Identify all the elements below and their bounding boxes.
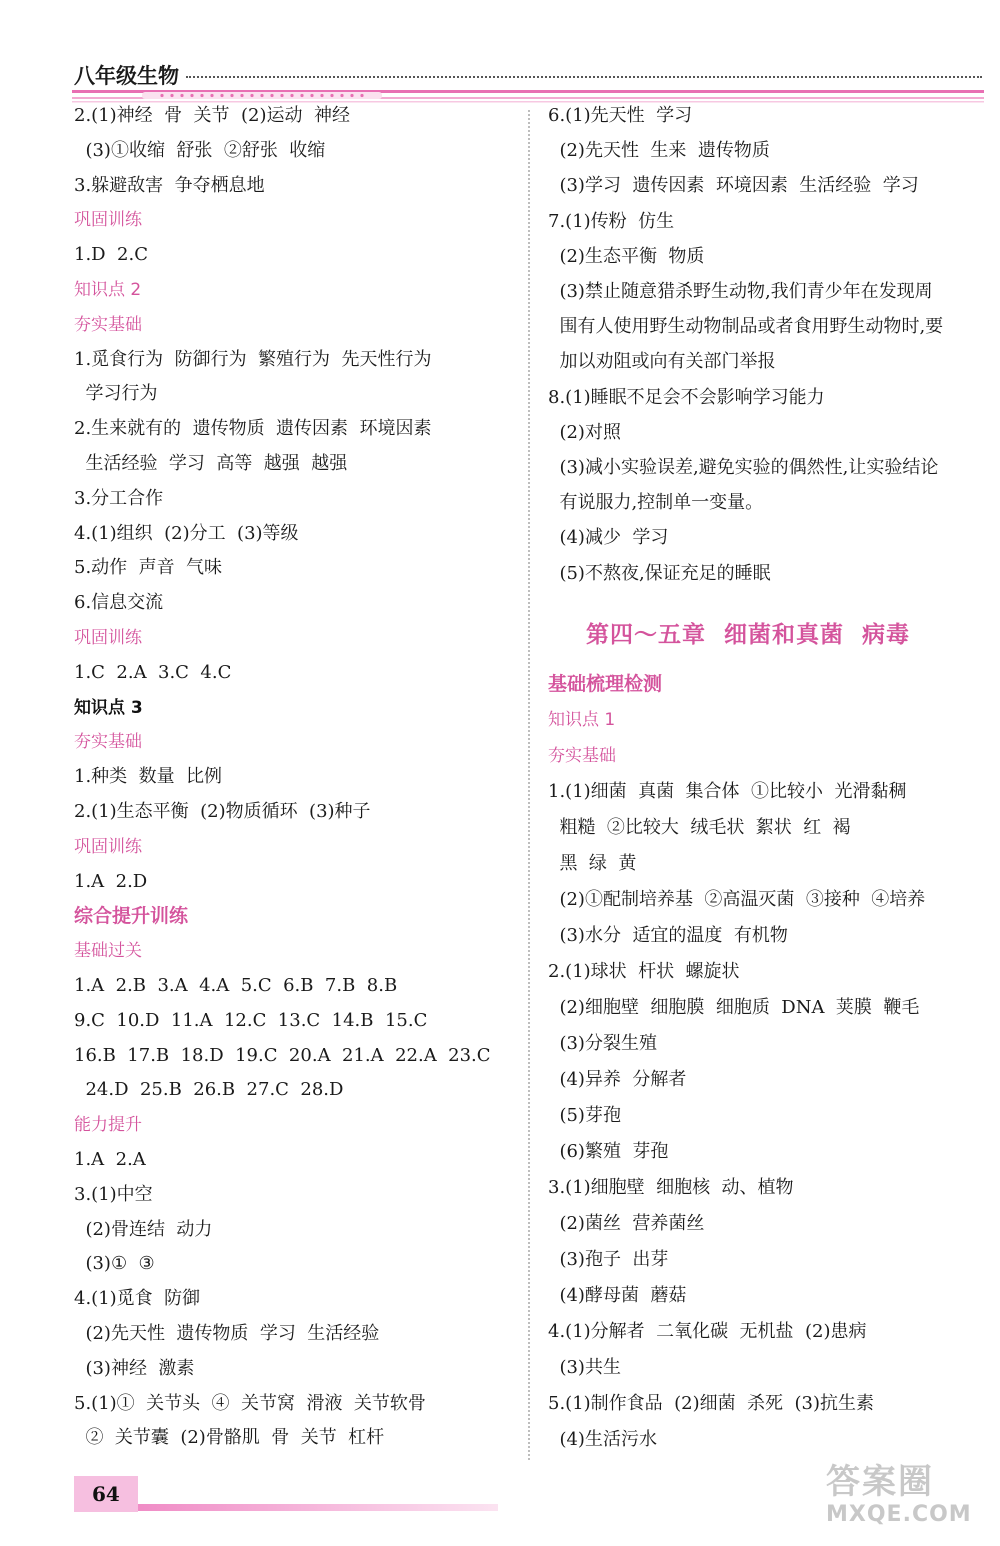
section-heading: 知识点 1 <box>548 710 616 730</box>
answer-line: 3.(1)中空 <box>74 1183 153 1205</box>
section-heading: 能力提升 <box>74 1115 142 1136</box>
answer-line: (3)分裂生殖 <box>548 1033 657 1054</box>
answer-line: 粗糙 ②比较大 绒毛状 絮状 红 褐 <box>548 817 851 838</box>
answer-line: 5.(1)制作食品 (2)细菌 杀死 (3)抗生素 <box>548 1393 874 1414</box>
answer-line: 2.(1)神经 骨 关节 (2)运动 神经 <box>74 105 350 126</box>
answer-line: (3)禁止随意猎杀野生动物,我们青少年在发现周 <box>548 281 933 302</box>
answer-line: 围有人使用野生动物制品或者食用野生动物时,要 <box>548 316 944 338</box>
header-dotted-rule <box>186 76 982 78</box>
answer-line: (2)骨连结 动力 <box>74 1218 213 1240</box>
footer-bar <box>138 1504 498 1511</box>
answer-line: 1.A 2.A <box>74 1149 146 1170</box>
answer-line: (2)细胞壁 细胞膜 细胞质 DNA 荚膜 鞭毛 <box>548 997 920 1018</box>
section-heading: 巩固训练 <box>74 628 142 648</box>
answer-line: 7.(1)传粉 仿生 <box>548 210 675 232</box>
answer-line: 生活经验 学习 高等 越强 越强 <box>74 453 348 474</box>
answer-line: (5)芽孢 <box>548 1105 621 1126</box>
answer-line: 2.(1)球状 杆状 螺旋状 <box>548 961 740 982</box>
answer-line: 黑 绿 黄 <box>548 853 637 874</box>
answer-line: (3)①收缩 舒张 ②舒张 收缩 <box>74 139 326 161</box>
answer-line: (2)生态平衡 物质 <box>548 245 705 267</box>
answer-line: 4.(1)觅食 防御 <box>74 1288 201 1310</box>
answer-line: (3)神经 激素 <box>74 1357 195 1379</box>
column-divider <box>528 110 530 1460</box>
answer-line: 1.D 2.C <box>74 244 148 266</box>
section-heading: 知识点 3 <box>74 697 143 718</box>
answer-line: (6)繁殖 芽孢 <box>548 1141 669 1162</box>
watermark-logo <box>826 1462 984 1534</box>
answer-line: (3)① ③ <box>74 1253 155 1275</box>
answer-line: (2)①配制培养基 ②高温灭菌 ③接种 ④培养 <box>548 889 926 910</box>
answer-line: (2)对照 <box>548 421 621 443</box>
answer-line: 学习行为 <box>74 383 158 405</box>
answer-line: 3.分工合作 <box>74 487 164 509</box>
section-heading: 综合提升训练 <box>74 905 189 928</box>
answer-line: 1.种类 数量 比例 <box>74 766 223 788</box>
answer-line: 9.C 10.D 11.A 12.C 13.C 14.B 15.C <box>74 1009 428 1031</box>
answer-line: (2)菌丝 营养菌丝 <box>548 1213 705 1234</box>
answer-line: 1.A 2.D <box>74 870 148 892</box>
section-heading: 夯实基础 <box>74 314 142 335</box>
answer-line: 6.(1)先天性 学习 <box>548 105 693 126</box>
header-title: 八年级生物 <box>74 64 179 88</box>
answer-line: 6.信息交流 <box>74 592 164 614</box>
answer-line: (4)酵母菌 蘑菇 <box>548 1285 687 1306</box>
chapter-title: 第四～五章 细菌和真菌 病毒 <box>586 622 911 648</box>
answer-line: 1.(1)细菌 真菌 集合体 ①比较小 光滑黏稠 <box>548 781 907 802</box>
answer-line: 有说服力,控制单一变量。 <box>548 492 764 514</box>
answer-line: (4)减少 学习 <box>548 527 669 549</box>
header-decoration-band <box>72 88 984 104</box>
watermark-url: MXQE.COM <box>826 1502 972 1527</box>
answer-line: ② 关节囊 (2)骨骼肌 骨 关节 杠杆 <box>74 1427 385 1449</box>
answer-line: (3)学习 遗传因素 环境因素 生活经验 学习 <box>548 175 919 197</box>
watermark-logo-text: 答案圈 <box>826 1462 934 1502</box>
answer-line: 8.(1)睡眠不足会不会影响学习能力 <box>548 386 825 408</box>
answer-line: 3.躲避敌害 争夺栖息地 <box>74 174 265 196</box>
section-heading: 巩固训练 <box>74 210 142 231</box>
answer-line: (3)减小实验误差,避免实验的偶然性,让实验结论 <box>548 457 939 478</box>
section-heading: 基础过关 <box>74 941 142 962</box>
answer-line: 4.(1)组织 (2)分工 (3)等级 <box>74 522 299 544</box>
answer-line: (4)生活污水 <box>548 1429 657 1450</box>
section-heading: 夯实基础 <box>548 746 616 766</box>
answer-line: (3)孢子 出芽 <box>548 1249 669 1270</box>
page-number: 64 <box>74 1476 138 1512</box>
answer-line: (2)先天性 生来 遗传物质 <box>548 140 770 162</box>
section-heading: 巩固训练 <box>74 836 142 857</box>
answer-line: 加以劝阻或向有关部门举报 <box>548 351 776 373</box>
answer-line: 4.(1)分解者 二氧化碳 无机盐 (2)患病 <box>548 1321 867 1342</box>
section-heading: 知识点 2 <box>74 280 142 300</box>
answer-line: 16.B 17.B 18.D 19.C 20.A 21.A 22.A 23.C <box>74 1044 491 1066</box>
answer-line: 5.(1)① 关节头 ④ 关节窝 滑液 关节软骨 <box>74 1392 426 1414</box>
answer-line: 1.C 2.A 3.C 4.C <box>74 661 232 683</box>
answer-line: 24.D 25.B 26.B 27.C 28.D <box>74 1079 344 1101</box>
answer-line: (3)水分 适宜的温度 有机物 <box>548 925 788 946</box>
answer-line: (5)不熬夜,保证充足的睡眠 <box>548 562 771 584</box>
answer-line: 3.(1)细胞壁 细胞核 动、植物 <box>548 1177 794 1198</box>
answer-line: (2)先天性 遗传物质 学习 生活经验 <box>74 1323 380 1344</box>
answer-line: 2.生来就有的 遗传物质 遗传因素 环境因素 <box>74 418 432 440</box>
answer-line: 1.A 2.B 3.A 4.A 5.C 6.B 7.B 8.B <box>74 975 398 996</box>
answer-line: (3)共生 <box>548 1357 621 1378</box>
answer-line: 2.(1)生态平衡 (2)物质循环 (3)种子 <box>74 801 371 822</box>
section-heading: 基础梳理检测 <box>548 673 663 695</box>
answer-line: 5.动作 声音 气味 <box>74 557 223 579</box>
answer-line: (4)异养 分解者 <box>548 1069 687 1090</box>
section-heading: 夯实基础 <box>74 732 142 753</box>
answer-line: 1.觅食行为 防御行为 繁殖行为 先天性行为 <box>74 348 432 370</box>
